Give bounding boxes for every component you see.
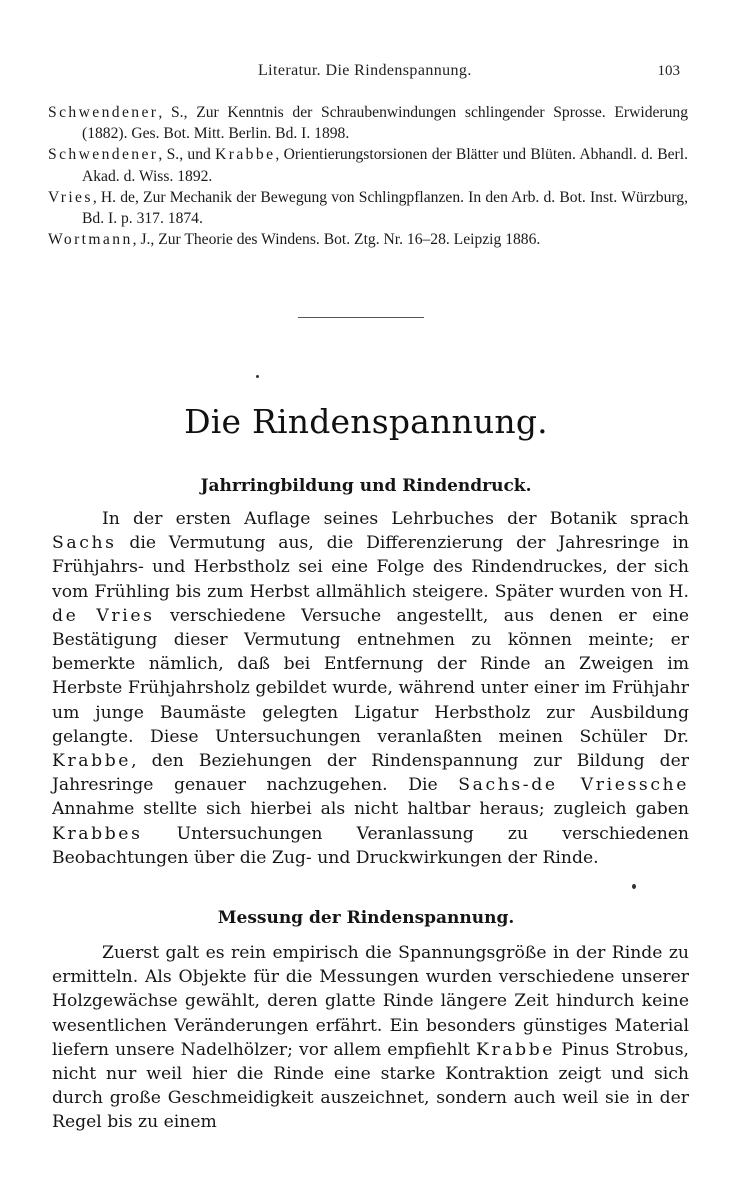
- spaced-name: Sachs-de Vriessche: [458, 775, 689, 796]
- text-run: Zuerst galt es rein empirisch die Spannungsgröße in der Rinde zu ermitteln. Als Objekte für die Messungen wurden verschiedene unserer Holzgewächse gewählt, deren glatte Rinde längere Zeit hindurch keine wesentlichen Veränderungen erfährt. Ein besonders günstiges Material liefern unsere Nadelhölzer; vor allem empfiehlt: [52, 943, 689, 1060]
- spaced-name: Krabbes: [52, 823, 143, 844]
- section-heading: Jahrringbildung und Rindendruck.: [200, 476, 532, 496]
- text-run: Untersuchungen Veranlassung zu verschiedenen Beobachtungen über die Zug- und Druckwirkungen der Rinde.: [52, 823, 689, 868]
- print-speck: [632, 884, 636, 889]
- reference-coauthor: Krabbe: [215, 146, 276, 164]
- page-number: 103: [657, 63, 680, 79]
- reference-author: Vries: [48, 188, 93, 206]
- reference-list: [48, 102, 688, 250]
- reference-text: , H. de, Zur Mechanik der Bewegung von Schlingpflanzen. In den Arb. d. Bot. Inst. Würzburg, Bd. I. p. 317. 1874.: [82, 188, 688, 228]
- body-paragraph: [52, 507, 689, 870]
- reference-entry: [48, 144, 688, 186]
- reference-text: , J., Zur Theorie des Windens. Bot. Ztg. Nr. 16–28. Leipzig 1886.: [132, 231, 541, 249]
- reference-author: Schwendener: [48, 104, 159, 121]
- running-header: [0, 62, 732, 86]
- spaced-name: de Vries: [52, 605, 155, 626]
- section-heading: Messung der Rindenspannung.: [217, 908, 515, 928]
- chapter-title: Die Rindenspannung.: [184, 402, 548, 441]
- reference-entry: [48, 229, 688, 250]
- text-run: die Vermutung aus, die Differenzierung der Jahresringe in Frühjahrs- und Herbstholz sei eine Folge des Rindendruckes, der sich vom Frühling bis zum Herbst allmählich steigere. Später wurden von H.: [52, 533, 689, 602]
- text-run: In der ersten Auflage seines Lehrbuches der Botanik sprach: [102, 509, 689, 529]
- text-run: Pinus Strobus, nicht nur weil hier die Rinde eine starke Kontraktion zeigt und sich durch große Geschmeidigkeit auszeichnet, sondern auch weil sie in der Regel bis zu einem: [52, 1039, 689, 1133]
- print-speck: [256, 375, 259, 378]
- body-paragraph: [52, 941, 689, 1135]
- reference-text: , S., Zur Kenntnis der Schraubenwindungen schlingender Sprosse. Erwiderung (1882). Ges. Bot. Mitt. Berlin. Bd. I. 1898.: [82, 104, 688, 143]
- spaced-name: Krabbe: [52, 751, 132, 772]
- text-run: verschiedene Versuche angestellt, aus denen er eine Bestätigung dieser Vermutung entnehmen zu können meinte; er bemerkte nämlich, daß bei Entfernung der Rinde an Zweigen im Herbste Frühjahrsholz gebildet wurde, während unter einer im Frühjahr um junge Baumäste gelegten Ligatur Herbstholz zur Ausbildung gelangte. Diese Untersuchungen veranlaßten meinen Schüler Dr.: [52, 605, 690, 747]
- spaced-name: Sachs: [52, 533, 117, 554]
- reference-author: Schwendener: [48, 146, 159, 164]
- reference-text: , Orientierungstorsionen der Blätter und Blüten. Abhandl. d. Berl. Akad. d. Wiss. 1892.: [82, 146, 688, 185]
- reference-entry: [48, 102, 688, 144]
- running-title: Literatur. Die Rindenspannung.: [258, 62, 472, 79]
- text-run: , den Beziehungen der Rindenspannung zur Bildung der Jahresringe genauer nachzugehen. Die: [52, 751, 689, 796]
- reference-entry: [48, 187, 688, 229]
- spaced-name: Krabbe: [476, 1039, 556, 1060]
- reference-text: , S., und: [158, 146, 216, 164]
- section-divider-rule: [298, 317, 424, 318]
- text-run: Annahme stellte sich hierbei als nicht haltbar heraus; zugleich gaben: [52, 799, 689, 820]
- reference-author: Wortmann: [48, 231, 133, 249]
